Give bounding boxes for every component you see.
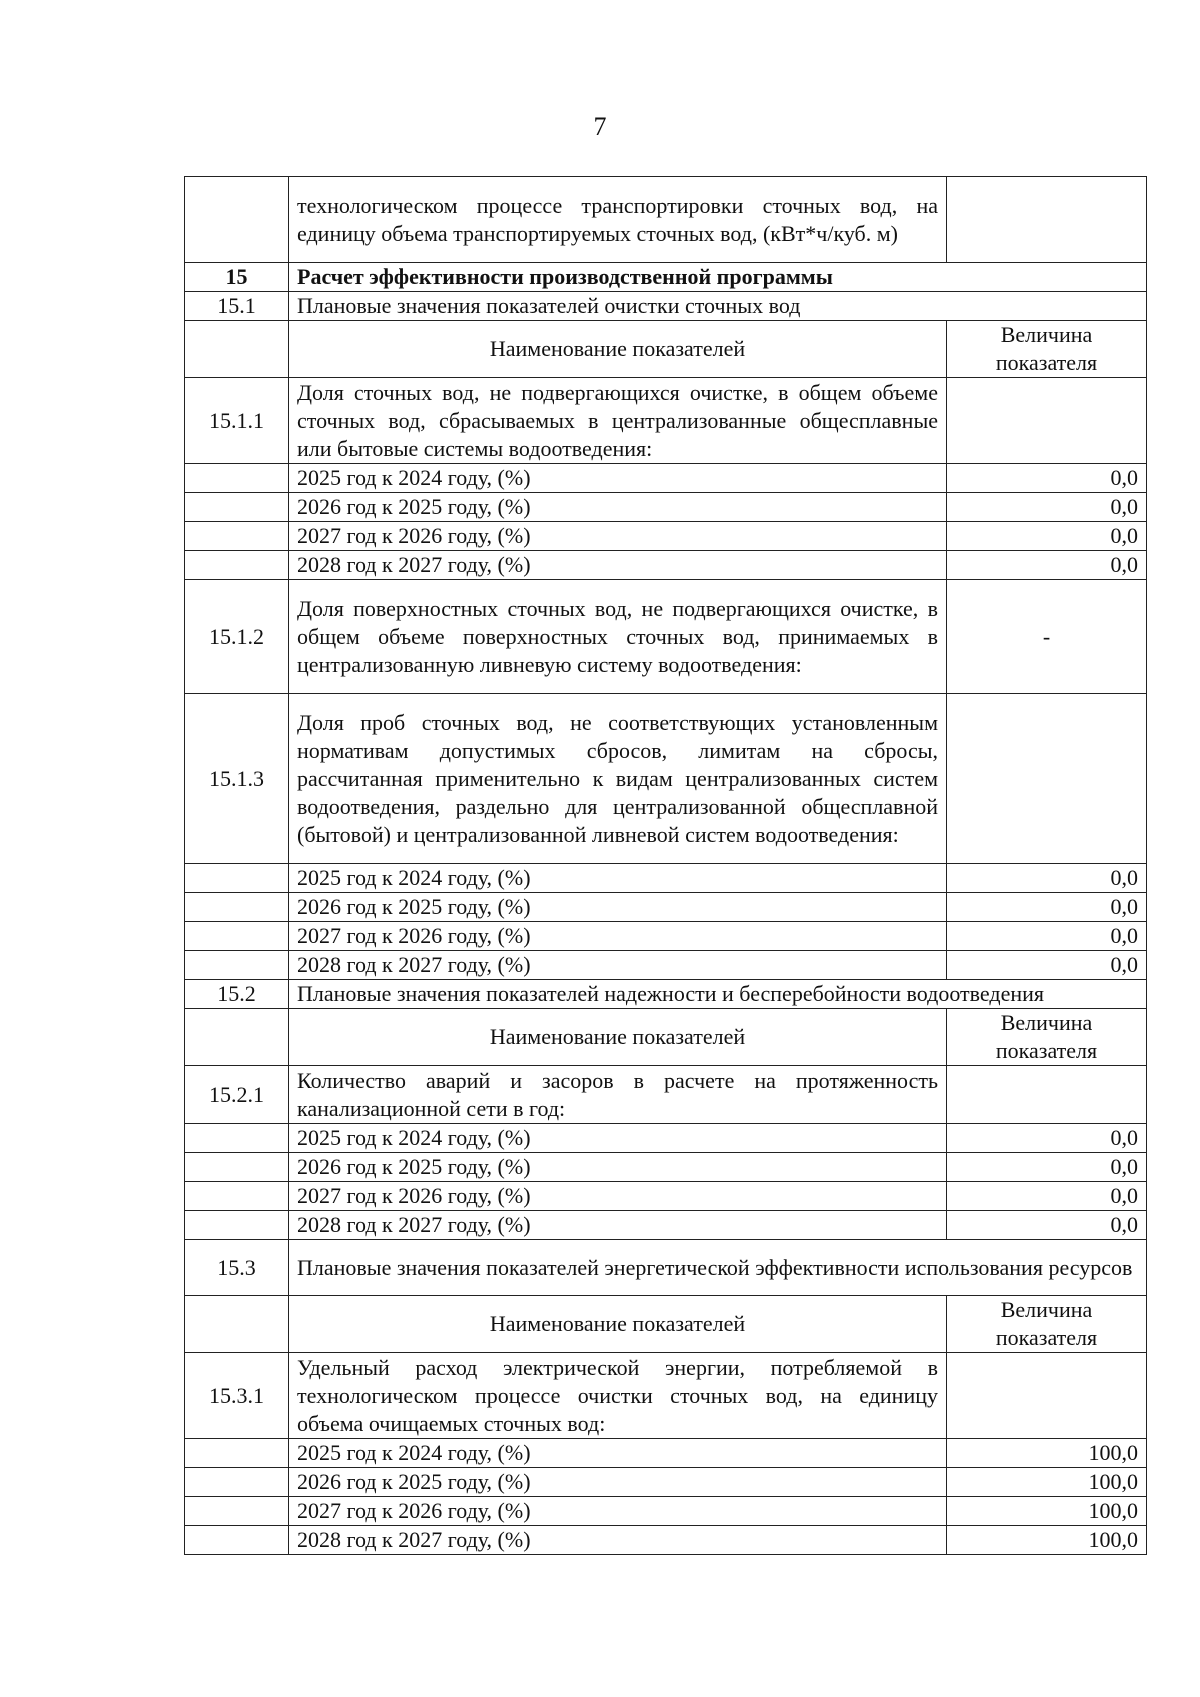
empty-cell	[185, 551, 289, 580]
year-label: 2025 год к 2024 году, (%)	[289, 1439, 947, 1468]
year-label: 2027 год к 2026 году, (%)	[289, 522, 947, 551]
subsection-row	[185, 980, 1147, 1009]
empty-cell	[185, 922, 289, 951]
year-row	[185, 551, 1147, 580]
page-number: 7	[593, 112, 607, 141]
empty-cell	[185, 522, 289, 551]
year-value: 0,0	[947, 493, 1147, 522]
year-value: 100,0	[947, 1468, 1147, 1497]
year-row	[185, 1153, 1147, 1182]
column-header-value: Величина показателя	[947, 1009, 1147, 1066]
indicator-text: Удельный расход электрической энергии, потребляемой в технологическом процессе очистки сточных вод, на единицу объема очищаемых сточных вод:	[289, 1353, 947, 1439]
indicator-text: Количество аварий и засоров в расчете на протяженность канализационной сети в год:	[289, 1066, 947, 1124]
year-row	[185, 1497, 1147, 1526]
subsection-number: 15.3	[185, 1240, 289, 1296]
subsection-title: Плановые значения показателей энергетической эффективности использования ресурсов	[289, 1240, 1147, 1296]
column-header-row	[185, 1296, 1147, 1353]
year-label: 2026 год к 2025 году, (%)	[289, 893, 947, 922]
indicator-value	[947, 177, 1147, 263]
indicator-row	[185, 1353, 1147, 1439]
year-label: 2027 год к 2026 году, (%)	[289, 1182, 947, 1211]
year-label: 2025 год к 2024 году, (%)	[289, 1124, 947, 1153]
indicator-text: Доля сточных вод, не подвергающихся очистке, в общем объеме сточных вод, сбрасываемых в централизованные общесплавные или бытовые системы водоотведения:	[289, 378, 947, 464]
subsection-number: 15.1	[185, 292, 289, 321]
column-header-value: Величина показателя	[947, 1296, 1147, 1353]
year-label: 2028 год к 2027 году, (%)	[289, 1526, 947, 1555]
year-row	[185, 1468, 1147, 1497]
table-row	[185, 177, 1147, 263]
year-label: 2026 год к 2025 году, (%)	[289, 1153, 947, 1182]
row-number-cell	[185, 177, 289, 263]
indicator-number: 15.1.1	[185, 378, 289, 464]
year-value: 0,0	[947, 1211, 1147, 1240]
year-value: 0,0	[947, 1124, 1147, 1153]
empty-cell	[185, 321, 289, 378]
year-value: 0,0	[947, 551, 1147, 580]
year-label: 2025 год к 2024 году, (%)	[289, 464, 947, 493]
indicator-number: 15.1.2	[185, 580, 289, 694]
column-header-value: Величина показателя	[947, 321, 1147, 378]
year-value: 0,0	[947, 951, 1147, 980]
year-value: 0,0	[947, 864, 1147, 893]
indicator-number: 15.2.1	[185, 1066, 289, 1124]
indicators-table	[184, 176, 1147, 1555]
year-label: 2026 год к 2025 году, (%)	[289, 1468, 947, 1497]
year-value: 100,0	[947, 1526, 1147, 1555]
indicator-text: технологическом процессе транспортировки сточных вод, на единицу объема транспортируемых сточных вод, (кВт*ч/куб. м)	[289, 177, 947, 263]
column-header-name: Наименование показателей	[289, 1296, 947, 1353]
column-header-name: Наименование показателей	[289, 1009, 947, 1066]
year-value: 100,0	[947, 1439, 1147, 1468]
indicator-value	[947, 1353, 1147, 1439]
year-row	[185, 1439, 1147, 1468]
column-header-name: Наименование показателей	[289, 321, 947, 378]
year-row	[185, 1211, 1147, 1240]
empty-cell	[185, 1182, 289, 1211]
empty-cell	[185, 1124, 289, 1153]
subsection-row	[185, 1240, 1147, 1296]
empty-cell	[185, 464, 289, 493]
year-value: 0,0	[947, 1153, 1147, 1182]
indicator-row	[185, 378, 1147, 464]
subsection-title: Плановые значения показателей очистки сточных вод	[289, 292, 1147, 321]
section-title: Расчет эффективности производственной программы	[289, 263, 1147, 292]
empty-cell	[185, 1526, 289, 1555]
empty-cell	[185, 1439, 289, 1468]
column-header-row	[185, 1009, 1147, 1066]
section-row	[185, 263, 1147, 292]
indicator-value	[947, 1066, 1147, 1124]
year-value: 100,0	[947, 1497, 1147, 1526]
year-row	[185, 1124, 1147, 1153]
empty-cell	[185, 1497, 289, 1526]
year-row	[185, 864, 1147, 893]
empty-cell	[185, 1009, 289, 1066]
empty-cell	[185, 1153, 289, 1182]
year-value: 0,0	[947, 522, 1147, 551]
subsection-row	[185, 292, 1147, 321]
column-header-row	[185, 321, 1147, 378]
indicator-value: -	[947, 580, 1147, 694]
year-row	[185, 1526, 1147, 1555]
empty-cell	[185, 951, 289, 980]
empty-cell	[185, 1296, 289, 1353]
year-label: 2027 год к 2026 году, (%)	[289, 1497, 947, 1526]
indicator-value	[947, 378, 1147, 464]
indicator-row	[185, 580, 1147, 694]
year-row	[185, 1182, 1147, 1211]
empty-cell	[185, 493, 289, 522]
empty-cell	[185, 1211, 289, 1240]
section-number: 15	[185, 263, 289, 292]
year-row	[185, 493, 1147, 522]
indicator-number: 15.3.1	[185, 1353, 289, 1439]
empty-cell	[185, 1468, 289, 1497]
indicator-text: Доля проб сточных вод, не соответствующих установленным нормативам допустимых сбросов, лимитам на сбросы, рассчитанная применительно к видам централизованных систем водоотведения, раздельно для централизованной общесплавной (бытовой) и централизованной ливневой систем водоотведения:	[289, 694, 947, 864]
indicator-row	[185, 694, 1147, 864]
year-row	[185, 951, 1147, 980]
year-label: 2028 год к 2027 году, (%)	[289, 551, 947, 580]
year-label: 2028 год к 2027 году, (%)	[289, 951, 947, 980]
indicator-row	[185, 1066, 1147, 1124]
year-value: 0,0	[947, 922, 1147, 951]
subsection-number: 15.2	[185, 980, 289, 1009]
year-value: 0,0	[947, 1182, 1147, 1211]
empty-cell	[185, 893, 289, 922]
year-row	[185, 922, 1147, 951]
year-label: 2028 год к 2027 году, (%)	[289, 1211, 947, 1240]
year-row	[185, 893, 1147, 922]
year-label: 2025 год к 2024 году, (%)	[289, 864, 947, 893]
indicator-value	[947, 694, 1147, 864]
year-value: 0,0	[947, 893, 1147, 922]
empty-cell	[185, 864, 289, 893]
year-row	[185, 464, 1147, 493]
year-label: 2026 год к 2025 году, (%)	[289, 493, 947, 522]
year-row	[185, 522, 1147, 551]
indicator-number: 15.1.3	[185, 694, 289, 864]
year-label: 2027 год к 2026 году, (%)	[289, 922, 947, 951]
subsection-title: Плановые значения показателей надежности и бесперебойности водоотведения	[289, 980, 1147, 1009]
indicator-text: Доля поверхностных сточных вод, не подвергающихся очистке, в общем объеме поверхностных сточных вод, принимаемых в централизованную ливневую систему водоотведения:	[289, 580, 947, 694]
year-value: 0,0	[947, 464, 1147, 493]
